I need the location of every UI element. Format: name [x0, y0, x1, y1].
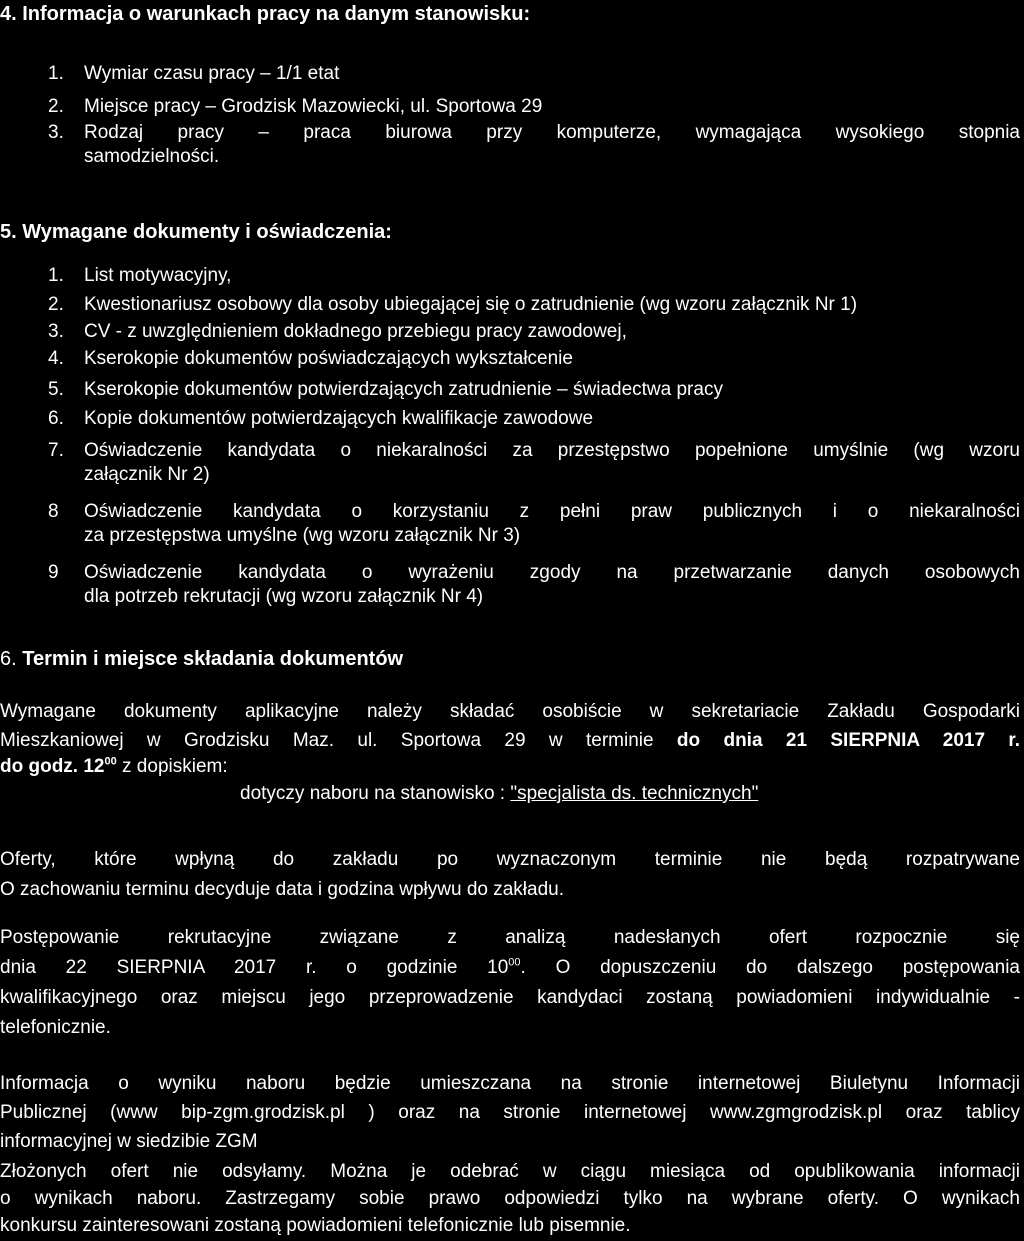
list-item: 1. List motywacyjny, [48, 265, 232, 286]
list-item: 2. Miejsce pracy – Grodzisk Mazowiecki, ul. Sportowa 29 [48, 96, 543, 117]
paragraph-submission: Wymagane dokumenty aplikacyjne należy składać osobiście w sekretariacie Zakładu Gospodarki Mieszkaniowej w Grodzisku Maz. ul. Sportowa 29 w terminie do dnia 21 SIERPNIA 2017 r. do godz. $12^{00}$ z dopiskiem: dotyczy naboru na stanowisko : "specjalista ds. technicznych" [0, 701, 1020, 804]
list-item: 2. Kwestionariusz osobowy dla osoby ubiegającej się o zatrudnienie (wg wzoru załącznik Nr 1) [48, 294, 858, 315]
list-item: 7. Oświadczenie kandydata o niekaralności za przestępstwo popełnione umyślnie (wg wzoru załącznik Nr 2) [48, 440, 1020, 485]
list-item: 3. Rodzaj pracy – praca biurowa przy komputerze, wymagająca wysokiego stopnia samodzielności. [48, 122, 1020, 167]
list-item: 3. CV - z uwzględnieniem dokładnego przebiegu pracy zawodowej, [48, 321, 627, 342]
list-item: 6. Kopie dokumentów potwierdzających kwalifikacje zawodowe [48, 408, 594, 429]
paragraph-results-info: Informacja o wyniku naboru będzie umieszczana na stronie internetowej Biuletynu Informacji Publicznej (www bip-zgm.grodzisk.pl ) oraz na stronie internetowej www.zgmgrodzisk.pl oraz tablicy informacyjnej w siedzibie ZGM [0, 1073, 1020, 1152]
paragraph-deadline: Oferty, które wpłyną do zakładu po wyznaczonym terminie nie będą rozpatrywane O zachowaniu terminu decyduje data i godzina wpływu do zakładu. [0, 849, 1020, 900]
section-4-heading: 4. Informacja o warunkach pracy na danym stanowisku: [0, 3, 531, 25]
list-item: 4. Kserokopie dokumentów poświadczających wykształcenie [48, 348, 573, 369]
section-6-heading: 6. Termin i miejsce składania dokumentów [0, 648, 404, 670]
section-5-heading: 5. Wymagane dokumenty i oświadczenia: [0, 221, 392, 243]
list-item: 8 Oświadczenie kandydata o korzystaniu z pełni praw publicznych i o niekaralności za przestępstwa umyślne (wg wzoru załącznik Nr 3) [48, 501, 1020, 546]
list-item: 5. Kserokopie dokumentów potwierdzających zatrudnienie – świadectwa pracy [48, 379, 723, 400]
list-item: 9 Oświadczenie kandydata o wyrażeniu zgody na przetwarzanie danych osobowych dla potrzeb rekrutacji (wg wzoru załącznik Nr 4) [48, 562, 1020, 607]
paragraph-recruitment: Postępowanie rekrutacyjne związane z analizą nadesłanych ofert rozpocznie się dnia 22 SIERPNIA 2017 r. o godzinie $10^{00}$. O dopuszczeniu do dalszego postępowania kwalifikacyjnego oraz miejscu jego przeprowadzenie kandydaci zostaną powiadomieni indywidualnie - telefonicznie. [0, 927, 1020, 1038]
paragraph-returns: Złożonych ofert nie odsyłamy. Można je odebrać w ciągu miesiąca od opublikowania informacji o wynikach naboru. Zastrzegamy sobie prawo odpowiedzi tylko na wybrane oferty. O wynikach konkursu zainteresowani zostaną powiadomieni telefonicznie lub pisemnie. [0, 1161, 1020, 1236]
list-item: 1. Wymiar czasu pracy – 1/1 etat [48, 63, 340, 84]
